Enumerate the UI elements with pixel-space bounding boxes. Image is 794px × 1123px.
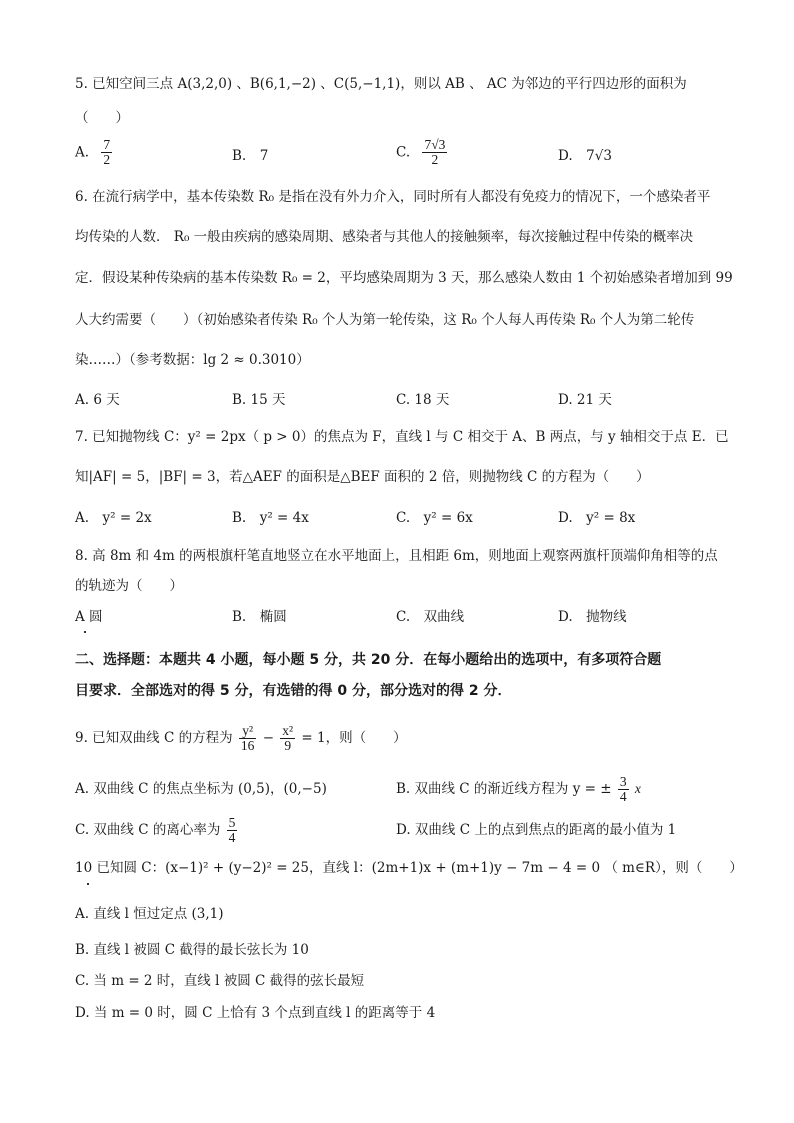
q6-stem-line4: 人大约需要（ ）（初始感染者传染 R₀ 个人为第一轮传染，这 R₀ 个人每人再传染 R₀ 个人为第二轮传 (75, 312, 695, 328)
q9-option-b-suffix: x (634, 781, 641, 796)
q9-option-b-denominator: 4 (619, 789, 627, 804)
q7-option-a: A. y² = 2x (75, 510, 152, 526)
q7-option-b: B. y² = 4x (232, 510, 309, 526)
q5-option-c-denominator: 2 (431, 152, 439, 167)
q9-option-c-denominator: 4 (228, 830, 236, 845)
q5-option-a-label: A. (75, 144, 90, 161)
q5-option-a (75, 138, 114, 178)
q5-option-b: B. 7 (232, 148, 269, 164)
q9-fraction-x-denominator: 9 (284, 738, 292, 753)
q5-stem-line2: （ ） (75, 110, 129, 126)
q9-stem (75, 718, 407, 758)
q9-stem-suffix: = 1，则（ ） (301, 730, 407, 746)
q5-stem-line1: 5. 已知空间三点 A(3,2,0) 、B(6,1,−2) 、C(5,−1,1)，则以 AB 、 AC 为邻边的平行四边形的面积为 (75, 76, 687, 92)
q6-option-a: A. 6 天 (75, 392, 120, 408)
q9-option-c-prefix: C. 双曲线 C 的离心率为 (75, 822, 221, 838)
q9-option-a: A. 双曲线 C 的焦点坐标为 (0,5)，(0,−5) (75, 781, 327, 797)
q10-stem: 10 已知圆 C：(x−1)² + (y−2)² = 25，直线 l：(2m+1)x + (m+1)y − 7m − 4 = 0 （ m∈R），则（ ） (75, 860, 743, 876)
q7-stem-line1: 7. 已知抛物线 C：y² = 2px（ p > 0）的焦点为 F，直线 l 与 C 相交于 A、B 两点，与 y 轴相交于点 E．已 (75, 429, 729, 445)
q7-option-c: C. y² = 6x (396, 510, 473, 526)
q9-option-b-numerator: 3 (619, 774, 627, 789)
q5-option-a-fraction (101, 138, 112, 167)
q8-stem-line1: 8. 高 8m 和 4m 的两根旗杆笔直地竖立在水平地面上，且相距 6m，则地面上观察两旗杆顶端仰角相等的点 (75, 548, 718, 564)
q5-option-c-label: C. (396, 144, 411, 161)
q9-fraction-y-denominator: 16 (240, 738, 255, 753)
q10-option-b: B. 直线 l 被圆 C 截得的最长弦长为 10 (75, 942, 309, 958)
q6-stem-line1: 6. 在流行病学中，基本传染数 R₀ 是指在没有外力介入，同时所有人都没有免疫力的情况下，一个感染者平 (75, 189, 711, 205)
q8-option-c: C. 双曲线 (396, 609, 465, 625)
q7-stem-line2: 知|AF| = 5，|BF| = 3，若△AEF 的面积是△BEF 面积的 2 倍，则抛物线 C 的方程为（ ） (75, 469, 650, 485)
q9-fraction-x (280, 724, 295, 753)
q5-option-a-numerator: 7 (103, 137, 111, 152)
q6-option-d: D. 21 天 (558, 392, 612, 408)
q9-option-b-prefix: B. 双曲线 C 的渐近线方程为 y = ± (396, 781, 612, 797)
q5-option-c-fraction (422, 138, 447, 167)
q6-option-b: B. 15 天 (232, 392, 286, 408)
q10-option-a: A. 直线 l 恒过定点 (3,1) (75, 906, 224, 922)
q9-stem-prefix: 9. 已知双曲线 C 的方程为 (75, 730, 233, 746)
stray-mark (87, 883, 89, 885)
stray-mark (84, 631, 86, 633)
q5-option-a-denominator: 2 (103, 152, 111, 167)
q5-option-d: D. 7√3 (558, 148, 612, 164)
q9-option-d: D. 双曲线 C 上的点到焦点的距离的最小值为 1 (396, 822, 677, 838)
q7-option-d: D. y² = 8x (558, 510, 636, 526)
q8-option-b: B. 椭圆 (232, 609, 287, 625)
q6-stem-line2: 均传染的人数． R₀ 一般由疾病的感染周期、感染者与其他人的接触频率，每次接触过程中传染的概率决 (75, 229, 694, 245)
q6-stem-line5: 染……）（参考数据：lg 2 ≈ 0.3010） (75, 352, 310, 368)
q9-option-c-fraction (227, 816, 238, 845)
q10-option-c: C. 当 m = 2 时，直线 l 被圆 C 截得的弦长最短 (75, 973, 365, 989)
q5-option-c (396, 138, 449, 178)
q9-fraction-y-numerator: y² (239, 724, 257, 739)
section-2-heading-line1: 二、选择题：本题共 4 小题，每小题 5 分，共 20 分．在每小题给出的选项中，有多项符合题 (75, 652, 662, 668)
q9-option-c (75, 812, 239, 848)
q9-option-c-numerator: 5 (228, 815, 236, 830)
q8-stem-line2: 的轨迹为（ ） (75, 578, 183, 594)
q9-minus-sign: − (262, 730, 274, 746)
section-2-heading-line2: 目要求．全部选对的得 5 分，有选错的得 0 分，部分选对的得 2 分． (75, 683, 512, 699)
q8-option-d: D. 抛物线 (558, 609, 627, 625)
q9-option-b-fraction (618, 775, 629, 804)
q9-fraction-x-numerator: x² (282, 723, 294, 738)
q5-option-c-numerator: 7√3 (424, 137, 446, 152)
q8-option-a: A 圆 (75, 609, 103, 625)
q9-option-b (396, 771, 641, 807)
q10-option-d: D. 当 m = 0 时，圆 C 上恰有 3 个点到直线 l 的距离等于 4 (75, 1005, 436, 1021)
q6-stem-line3: 定．假设某种传染病的基本传染数 R₀ = 2，平均感染周期为 3 天，那么感染人数由 1 个初始感染者增加到 99 (75, 270, 733, 286)
q9-fraction-y (239, 724, 257, 753)
q6-option-c: C. 18 天 (396, 392, 450, 408)
